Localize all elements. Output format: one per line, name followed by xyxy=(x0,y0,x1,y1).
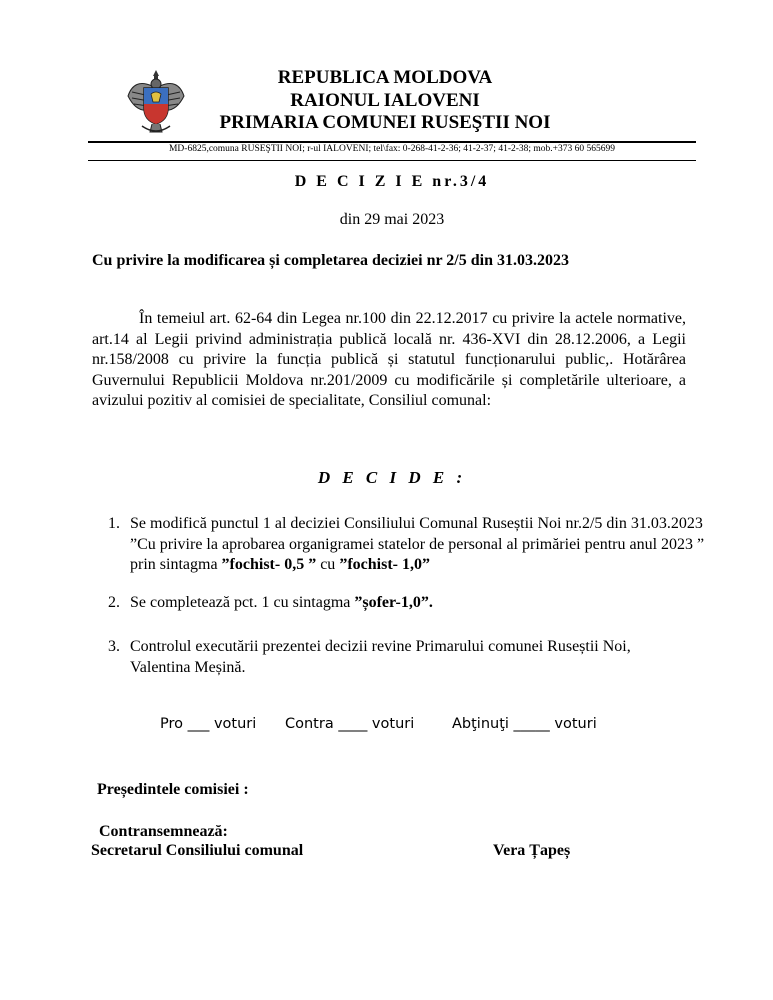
votes-abstain: Abţinuţi _____ voturi xyxy=(452,716,597,732)
secretary-label: Secretarul Consiliului comunal xyxy=(91,842,304,859)
decision-date: din 29 mai 2023 xyxy=(339,211,445,228)
list-item-number: 3. xyxy=(108,638,120,655)
new-phrase: ”fochist- 1,0” xyxy=(339,556,430,573)
list-item-number: 2. xyxy=(108,594,120,611)
header-divider-bottom xyxy=(88,160,696,161)
decision-title: D E C I Z I E nr.3/4 xyxy=(294,173,490,190)
votes-contra: Contra ____ voturi xyxy=(285,716,415,732)
added-phrase: ”șofer-1,0”. xyxy=(354,594,433,611)
decision-preamble: În temeiul art. 62-64 din Legea nr.100 din 22.12.2017 cu privire la actele normative, art.14 al Legii privind administrația publică locală nr. 436-XVI din 28.12.2006, a Legii nr.158/2008 cu privire la funcția publică și statutul funcționarului public,. Hotărârea Guvernului Republicii Moldova nr.201/2009 cu modificările și completările ulterioare, a avizului pozitiv al comisiei de specialitate, Consiliul comunal: xyxy=(92,310,686,409)
decision-subject: Cu privire la modificarea și completarea deciziei nr 2/5 din 31.03.2023 xyxy=(92,252,569,269)
coat-of-arms-icon xyxy=(124,66,188,138)
list-item-text: Controlul executării prezentei decizii revine Primarului comunei Ruseștii Noi, Valentina Meșină. xyxy=(130,638,631,676)
list-item xyxy=(108,637,688,678)
header-divider-top xyxy=(88,141,696,143)
header-country: REPUBLICA MOLDOVA xyxy=(277,67,493,88)
decide-heading: D E C I D E : xyxy=(317,468,467,487)
list-item xyxy=(108,593,708,614)
countersign-label: Contransemnează: xyxy=(99,823,228,840)
list-item-text: Se completează pct. 1 cu sintagma ”șofer-1,0”. xyxy=(130,594,433,611)
secretary-name: Vera Țapeș xyxy=(493,842,571,859)
list-item-number: 1. xyxy=(108,515,120,532)
chair-label: Președintele comisiei : xyxy=(97,781,249,798)
header-municipality: PRIMARIA COMUNEI RUSEŞTII NOI xyxy=(219,112,551,133)
header-contact-info: MD-6825,comuna RUSEŞTII NOI; r-ul IALOVENI; tel\fax: 0-268-41-2-36; 41-2-37; 41-2-38; mob.+373 60 565699 xyxy=(168,144,616,154)
votes-pro: Pro ___ voturi xyxy=(160,716,257,732)
list-item-text: Se modifică punctul 1 al deciziei Consiliului Comunal Ruseștii Noi nr.2/5 din 31.03.2023 ”Cu privire la aprobarea organigramei statelor de personal al primăriei pentru anul 2023 ” prin sintagma ”fochist- 0,5 ” cu ”fochist- 1,0” xyxy=(130,515,705,573)
list-item xyxy=(108,514,708,576)
header-district: RAIONUL IALOVENI xyxy=(290,90,480,111)
old-phrase: ”fochist- 0,5 ” xyxy=(221,556,317,573)
